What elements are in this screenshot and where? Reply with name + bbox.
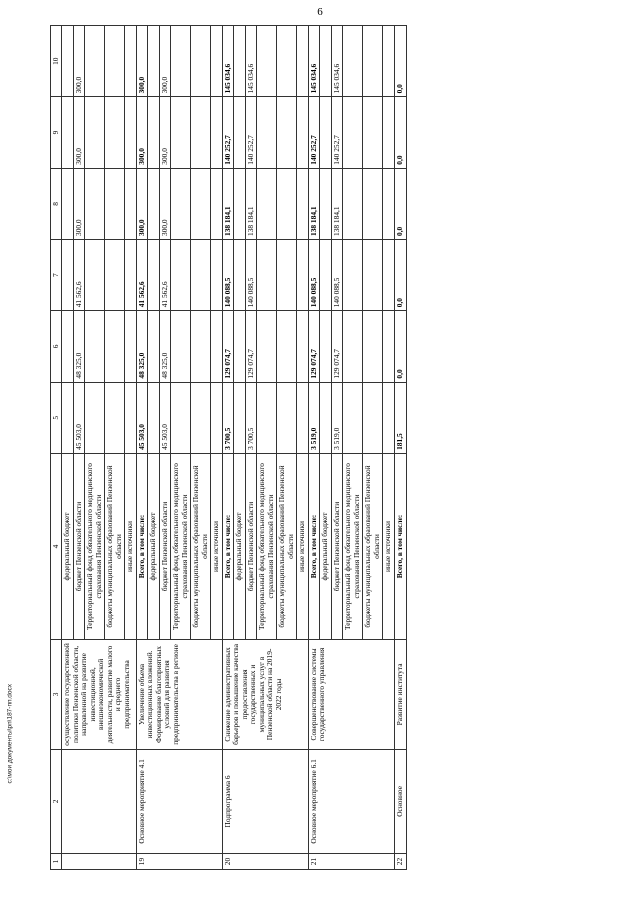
page-number: 6	[317, 6, 323, 18]
file-path-footer: c:\мои документы\рп\187-пп.docx	[6, 683, 14, 784]
budget-table	[50, 25, 407, 870]
measure-type: Основное мероприятие 4.1	[136, 749, 222, 853]
header-cell: 10	[51, 26, 62, 97]
header-cell: 6	[51, 311, 62, 382]
source-label: бюджеты муниципальных образований Пензенской области	[277, 453, 297, 639]
table-row	[62, 26, 74, 870]
source-label: Всего, в том числе:	[394, 453, 406, 639]
source-label: Территориальный фонд обязательного медицинского страхования Пензенской области	[85, 453, 105, 639]
source-label: Территориальный фонд обязательного медицинского страхования Пензенской области	[171, 453, 191, 639]
source-label: федеральный бюджет	[148, 453, 160, 639]
source-label: Всего, в том числе:	[308, 453, 320, 639]
measure-type: Основное	[394, 749, 406, 853]
source-label: иные источники	[211, 453, 223, 639]
source-label: бюджеты муниципальных образований Пензенской области	[105, 453, 125, 639]
table-row: бюджет Пензенской области 45 503,0 48 325,0 41 562,6 300,0 300,0 300,0	[73, 26, 85, 870]
table-row: 19 Основное мероприятие 4.1 Увеличение объема инвестиционных вложений. Формирование благоприятных условий для развития предпринимательства в регионе Всего, в том числе: 45 503,0 48 325,0 41 562,6 300,0 300,0 300,0	[136, 26, 148, 870]
row-number: 21	[308, 854, 394, 870]
measure-type: Основное мероприятие 6.1	[308, 749, 394, 853]
measure-name: Снижение административных барьеров и повышение качества предоставления государственных и муниципальных услуг в Пензенской области на 2019-2022 годы	[222, 640, 308, 750]
table-row: бюджет Пензенской области 3 700,5 129 074,7 140 088,5 138 184,1 140 252,7 145 034,6	[245, 26, 257, 870]
measure-name: осуществление государственной политики Пензенской области, направленной на развитие инвестиционной, внешнеэкономической деятельности, развитие малого и среднего предпринимательства	[62, 640, 137, 750]
measure-name: Развитие института	[394, 640, 406, 750]
header-cell: 7	[51, 240, 62, 311]
source-label: федеральный бюджет	[62, 453, 74, 639]
table-row: бюджет Пензенской области 45 503,0 48 325,0 41 562,6 300,0 300,0 300,0	[159, 26, 171, 870]
source-label: иные источники	[125, 453, 137, 639]
table-row: 21 Основное мероприятие 6.1 Совершенствование системы государственного управления Всего, в том числе: 3 519,0 129 074,7 140 088,5 138 184,1 140 252,7 145 034,6	[308, 26, 320, 870]
header-cell: 1	[51, 854, 62, 870]
source-label: Территориальный фонд обязательного медицинского страхования Пензенской области	[343, 453, 363, 639]
source-label: Всего, в том числе:	[222, 453, 234, 639]
source-label: федеральный бюджет	[320, 453, 332, 639]
source-label: федеральный бюджет	[234, 453, 246, 639]
measure-name: Совершенствование системы государственного управления	[308, 640, 394, 750]
source-label: бюджеты муниципальных образований Пензенской области	[363, 453, 383, 639]
header-cell: 5	[51, 382, 62, 453]
header-cell: 3	[51, 640, 62, 750]
row-number: 20	[222, 854, 308, 870]
measure-type: Подпрограмма 6	[222, 749, 308, 853]
rotated-page	[50, 25, 610, 870]
source-label: Всего, в том числе:	[136, 453, 148, 639]
source-label: бюджет Пензенской области	[245, 453, 257, 639]
table-row: бюджет Пензенской области 3 519,0 129 074,7 140 088,5 138 184,1 140 252,7 145 034,6	[331, 26, 343, 870]
measure-name: Увеличение объема инвестиционных вложений. Формирование благоприятных условий для развития предпринимательства в регионе	[136, 640, 222, 750]
header-cell: 2	[51, 749, 62, 853]
table-row: 22 Основное Развитие института Всего, в том числе: 181,5 0,0 0,0 0,0 0,0 0,0	[394, 26, 406, 870]
source-label: Территориальный фонд обязательного медицинского страхования Пензенской области	[257, 453, 277, 639]
header-row	[51, 26, 62, 870]
source-label: иные источники	[383, 453, 395, 639]
header-cell: 4	[51, 453, 62, 639]
source-label: бюджеты муниципальных образований Пензенской области	[191, 453, 211, 639]
row-number: 19	[136, 854, 222, 870]
row-number: 22	[394, 854, 406, 870]
table-row: 20 Подпрограмма 6 Снижение административных барьеров и повышение качества предоставления государственных и муниципальных услуг в Пензенской области на 2019-2022 годы Всего, в том числе: 3 700,5 129 074,7 140 088,5 138 184,1 140 252,7 145 034,6	[222, 26, 234, 870]
source-label: бюджет Пензенской области	[159, 453, 171, 639]
source-label: бюджет Пензенской области	[73, 453, 85, 639]
header-cell: 8	[51, 168, 62, 239]
source-label: бюджет Пензенской области	[331, 453, 343, 639]
source-label: иные источники	[297, 453, 309, 639]
header-cell: 9	[51, 97, 62, 168]
